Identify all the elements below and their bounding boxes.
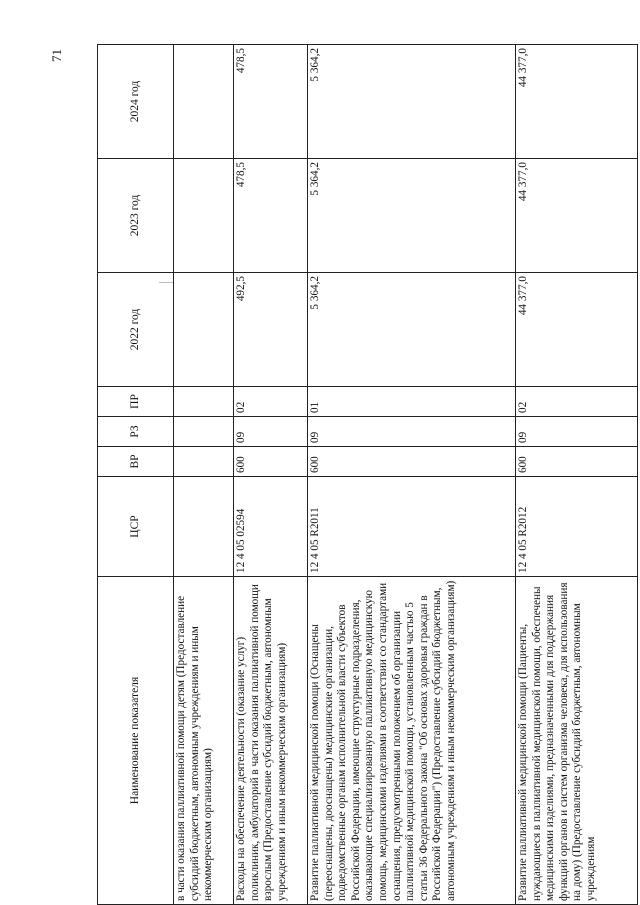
row-name: Развитие паллиативной медицинской помощи (Пациенты, нуждающиеся в паллиативной медицинской помощи, обеспечены медицинскими изделиями, предназначенными для поддержания функций органов и систем организма человека, для использования на дому) (Предоставление субсидий бюджетным, автономным учреждениям	[516, 577, 638, 905]
row-csr: 12 4 05 R2011	[308, 477, 516, 577]
row-csr: 12 4 05 R2012	[516, 477, 638, 577]
row-2023: 478,5	[234, 159, 308, 273]
table-row	[308, 45, 516, 905]
row-csr: 12 4 05 02594	[234, 477, 308, 577]
row-rz: 09	[308, 417, 516, 447]
row-pr: 02	[234, 387, 308, 417]
header-2024: 2024 год	[98, 45, 174, 159]
row-2022: 492,5	[234, 273, 308, 387]
row-2023: 44 377,0	[516, 159, 638, 273]
header-rz: РЗ	[98, 417, 174, 447]
header-2023: 2023 год	[98, 159, 174, 273]
header-2022: 2022 год	[98, 273, 174, 387]
row-name: в части оказания паллиативной помощи детям (Предоставление субсидий бюджетным, автономным учреждениям и иным некоммерческим организациям)	[174, 577, 234, 905]
table-row	[174, 45, 234, 905]
row-csr	[174, 477, 234, 577]
row-2024	[174, 45, 234, 159]
row-2022: 44 377,0	[516, 273, 638, 387]
header-csr: ЦСР	[98, 477, 174, 577]
page-number: 71	[49, 49, 64, 62]
row-2024: 478,5	[234, 45, 308, 159]
row-name: Развитие паллиативной медицинской помощи (Оснащены (переоснащены, дооснащены) медицинские организации, подведомственные органам исполнительной власти субъектов Российской Федерации, имеющие структурные подразделения, оказывающие специализированную паллиативную медицинскую помощь, медицинскими изделиями в соответствии со стандартами оснащения, предусмотренными положением об организации паллиативной медицинской помощи, установленным частью 5 статьи 36 Федерального закона "Об основах здоровья граждан в Российской Федерации") (Предоставление субсидий бюджетным, автономным учреждениям и иным некоммерческим организациям)	[308, 577, 516, 905]
row-rz: 09	[234, 417, 308, 447]
row-2024: 5 364,2	[308, 45, 516, 159]
budget-table	[97, 44, 638, 905]
row-2023: 5 364,2	[308, 159, 516, 273]
row-2022	[174, 273, 234, 387]
row-vr	[174, 447, 234, 477]
row-rz: 09	[516, 417, 638, 447]
row-rz	[174, 417, 234, 447]
row-pr	[174, 387, 234, 417]
header-name: Наименование показателя	[98, 577, 174, 905]
row-vr: 600	[234, 447, 308, 477]
row-2023	[174, 159, 234, 273]
table-header-row	[98, 45, 174, 905]
table-row	[516, 45, 638, 905]
rotated-content	[49, 45, 637, 905]
row-vr: 600	[516, 447, 638, 477]
row-pr: 02	[516, 387, 638, 417]
table-row	[234, 45, 308, 905]
row-pr: 01	[308, 387, 516, 417]
row-vr: 600	[308, 447, 516, 477]
row-2022: 5 364,2	[308, 273, 516, 387]
header-vr: ВР	[98, 447, 174, 477]
header-pr: ПР	[98, 387, 174, 417]
row-2024: 44 377,0	[516, 45, 638, 159]
row-name: Расходы на обеспечение деятельности (оказание услуг) поликлиник, амбулаторий в части оказания паллиативной помощи взрослым (Предоставление субсидий бюджетным, автономным учреждениям и иным некоммерческим организациям)	[234, 577, 308, 905]
